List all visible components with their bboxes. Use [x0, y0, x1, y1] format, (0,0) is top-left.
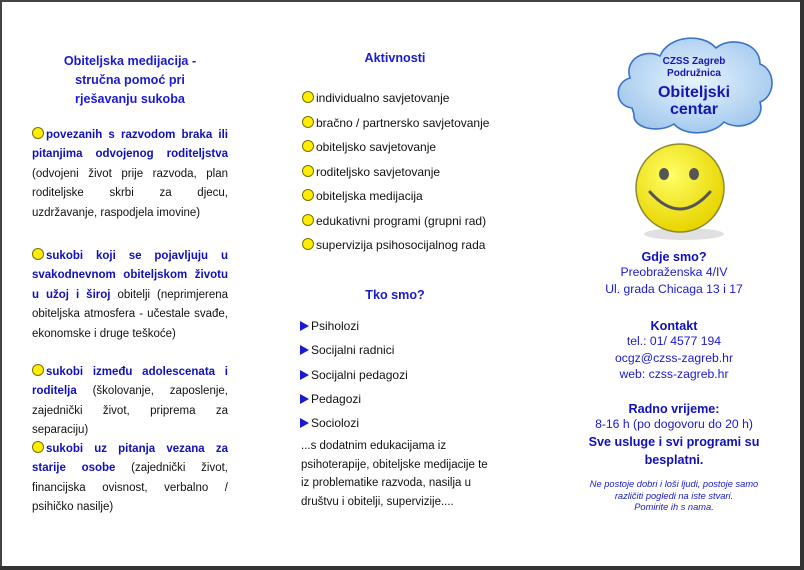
cloud-line-1: CZSS Zagreb: [662, 56, 726, 67]
left-title-block: [32, 52, 228, 109]
activity-item: [302, 189, 423, 203]
activity-item: [302, 116, 489, 130]
address-line-1: Preobraženska 4/IV: [620, 265, 728, 279]
who-item: [300, 416, 359, 430]
arrow-right-icon: [300, 370, 309, 380]
who-item: [300, 368, 408, 382]
frame-left: [0, 0, 2, 570]
hours-text: 8-16 h (po dogovoru do 20 h): [595, 417, 753, 431]
activity-item: [302, 238, 485, 252]
activity-label: roditeljsko savjetovanje: [316, 165, 441, 179]
bullet-dot-icon: [32, 364, 44, 376]
cloud-org-name: [612, 56, 776, 80]
address-line-2: Ul. grada Chicaga 13 i 17: [605, 281, 743, 296]
frame-bottom: [0, 566, 804, 570]
bullet-dot-icon: [32, 127, 44, 139]
cloud-center-name: [612, 84, 776, 118]
motto-line-2: različiti pogledi na iste stvari.: [614, 490, 734, 501]
who-label: Socijalni radnici: [311, 343, 395, 357]
activity-label: supervizija psihosocijalnog rada: [316, 238, 486, 252]
free-services-line-2: besplatni.: [644, 452, 704, 467]
who-label: Socijalni pedagozi: [311, 368, 408, 382]
left-item-4-bold: sukobi uz pitanja vezana za starije osobe: [32, 443, 228, 475]
activity-label: obiteljsko savjetovanje: [316, 140, 437, 154]
bullet-dot-icon: [302, 91, 314, 103]
motto-line-3: Pomirite ih s nama.: [634, 502, 714, 512]
motto: [556, 479, 792, 514]
who-label: Pedagozi: [311, 392, 362, 406]
arrow-right-icon: [300, 394, 309, 404]
cloud-big-line-1: Obiteljski: [657, 84, 731, 101]
bullet-dot-icon: [302, 214, 314, 226]
left-title-line-2: stručna pomoć pri: [75, 73, 185, 87]
left-item-3-bold: sukobi između adolescenata i roditelja: [32, 366, 228, 398]
left-item-2-bold: sukobi koji se pojavljuju u svakodnevnom obiteljskom životu u užoj i široj: [32, 250, 228, 301]
left-item-1-bold: povezanih s razvodom braka ili pitanjima odvojenog roditeljstva: [32, 129, 228, 161]
left-title-line-1: Obiteljska medijacija -: [63, 54, 197, 68]
bullet-dot-icon: [302, 165, 314, 177]
who-item: [300, 343, 394, 357]
contact-tel: tel.: 01/ 4577 194: [626, 334, 722, 348]
left-title-line-3: rješavanju sukoba: [75, 92, 185, 106]
left-item-4: [32, 440, 228, 518]
free-services-line-1: Sve usluge i svi programi su: [588, 434, 760, 449]
activity-label: edukativni programi (grupni rad): [316, 214, 487, 228]
activity-item: [302, 165, 440, 179]
team-note: ...s dodatnim edukacijama iz psihoterapije, obiteljske medijacije te iz problematike razvoda, nasilja u društvu i obitelji, supervizije....: [301, 440, 488, 508]
activity-item: [302, 140, 436, 154]
arrow-right-icon: [300, 418, 309, 428]
hours-block: [576, 402, 772, 469]
left-item-2: [32, 247, 228, 344]
left-item-2-text: obitelji (neprimjerena obiteljska atmosfera - učestale svađe, ekonomske i druge teškoće): [32, 288, 229, 340]
where-title: Gdje smo?: [641, 250, 707, 264]
activity-label: obiteljska medijacija: [316, 189, 423, 203]
bullet-dot-icon: [32, 248, 44, 260]
contact-email: ocgz@czss-zagreb.hr: [614, 350, 734, 365]
left-item-4-text: (zajednički život, financijska ovisnost, verbalno / psihičko nasilje): [32, 462, 228, 514]
hours-title: Radno vrijeme:: [628, 402, 720, 416]
activity-item: [302, 214, 486, 228]
contact-title: Kontakt: [650, 319, 698, 333]
contact-web: web: czss-zagreb.hr: [619, 367, 729, 381]
cloud-line-2: Podružnica: [667, 68, 721, 79]
frame-right: [800, 0, 804, 570]
bullet-dot-icon: [302, 189, 314, 201]
activity-label: bračno / partnersko savjetovanje: [316, 116, 490, 130]
who-item: [300, 319, 359, 333]
activities-title: Aktivnosti: [364, 51, 426, 65]
left-item-3-text: (školovanje, zaposlenje, zajednički život, priprema za separaciju): [32, 385, 228, 437]
bullet-dot-icon: [32, 441, 44, 453]
who-label: Psiholozi: [311, 319, 360, 333]
bullet-dot-icon: [302, 238, 314, 250]
bullet-dot-icon: [302, 140, 314, 152]
arrow-right-icon: [300, 321, 309, 331]
cloud-big-line-2: centar: [669, 101, 719, 118]
contact-block: [576, 319, 772, 383]
who-item: [300, 392, 361, 406]
left-item-3: [32, 363, 228, 441]
left-item-1: [32, 126, 228, 223]
where-block: [576, 250, 772, 297]
frame-top: [0, 0, 804, 2]
activity-label: individualno savjetovanje: [316, 91, 450, 105]
left-item-1-text: (odvojeni život prije razvoda, plan roditeljske skrbi za djecu, uzdržavanje, raspodjela imovine): [32, 167, 228, 219]
who-title: Tko smo?: [365, 288, 425, 302]
smiley-face-icon: [628, 138, 732, 242]
who-label: Sociolozi: [311, 416, 360, 430]
bullet-dot-icon: [302, 116, 314, 128]
activity-item: [302, 91, 449, 105]
arrow-right-icon: [300, 345, 309, 355]
motto-line-1: Ne postoje dobri i loši ljudi, postoje samo: [589, 479, 759, 489]
